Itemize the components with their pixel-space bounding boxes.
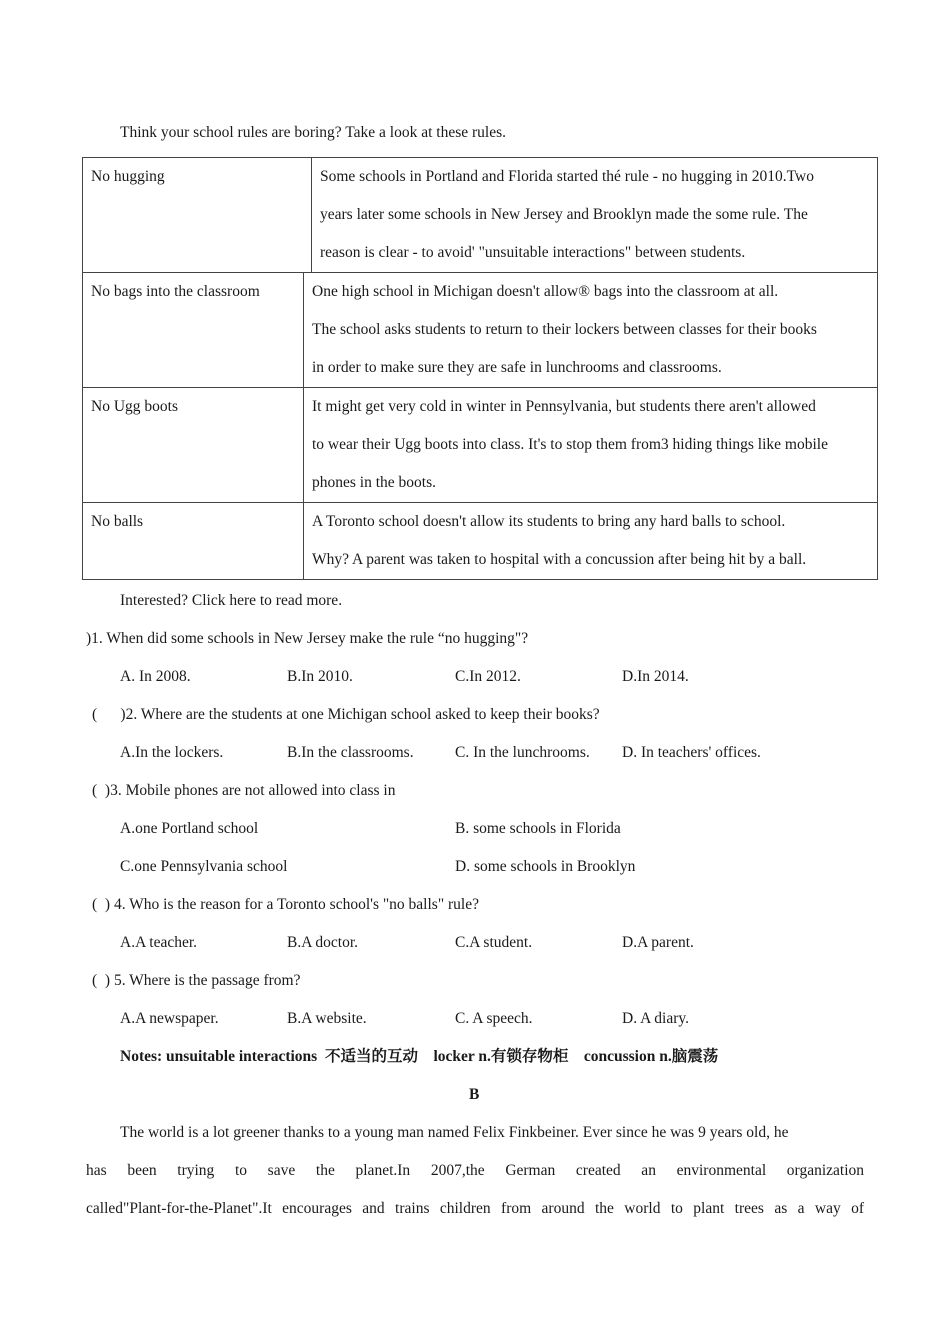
section-heading: B	[469, 1086, 480, 1103]
question-stem: ( )2. Where are the students at one Michigan school asked to keep their books?	[92, 706, 600, 723]
rule-line: It might get very cold in winter in Pennsylvania, but students there aren't allowed	[312, 398, 816, 415]
rule-line: Some schools in Portland and Florida started thé rule - no hugging in 2010.Two	[320, 168, 814, 185]
rule-line: One high school in Michigan doesn't allow® bags into the classroom at all.	[312, 283, 779, 300]
rule-description	[304, 503, 878, 580]
question-stem: ( ) 4. Who is the reason for a Toronto school's "no balls" rule?	[92, 896, 480, 913]
answer-option: C. In the lunchrooms.	[455, 744, 590, 761]
answer-option: A.one Portland school	[120, 820, 259, 837]
rule-line: reason is clear - to avoid' "unsuitable interactions" between students.	[320, 244, 746, 261]
vocabulary-notes: Notes: unsuitable interactions 不适当的互动 locker n.有锁存物柜 concussion n.脑震荡	[120, 1048, 719, 1065]
answer-option: B.In 2010.	[287, 668, 353, 685]
outro-text: Interested? Click here to read more.	[120, 592, 343, 609]
answer-option: A.In the lockers.	[120, 744, 224, 761]
answer-option: B.In the classrooms.	[287, 744, 414, 761]
rule-line: to wear their Ugg boots into class. It's to stop them from3 hiding things like mobile	[312, 436, 828, 453]
rule-description	[304, 388, 878, 503]
intro-text: Think your school rules are boring? Take a look at these rules.	[120, 124, 507, 141]
answer-option: D.In 2014.	[622, 668, 689, 685]
rule-description	[304, 273, 878, 388]
rule-line: Why? A parent was taken to hospital with a concussion after being hit by a ball.	[312, 551, 807, 568]
answer-option: B.A website.	[287, 1010, 367, 1027]
rule-row	[83, 388, 878, 503]
question-stem: ( )3. Mobile phones are not allowed into class in	[92, 782, 396, 799]
rule-name: No hugging	[83, 158, 312, 273]
rule-line: The school asks students to return to their lockers between classes for their books	[312, 321, 817, 338]
question-stem: )1. When did some schools in New Jersey make the rule “no hugging"?	[86, 630, 529, 647]
rule-name: No bags into the classroom	[83, 273, 304, 388]
answer-option: C.In 2012.	[455, 668, 521, 685]
rule-line: A Toronto school doesn't allow its students to bring any hard balls to school.	[312, 513, 786, 530]
rule-description	[312, 158, 878, 273]
rule-name: No Ugg boots	[83, 388, 304, 503]
rules-table	[82, 157, 878, 273]
rule-row	[83, 158, 878, 273]
rule-line: years later some schools in New Jersey and Brooklyn made the some rule. The	[320, 206, 808, 223]
answer-option: B. some schools in Florida	[455, 820, 621, 837]
answer-option: C.A student.	[455, 934, 533, 951]
answer-option: D. In teachers' offices.	[622, 744, 761, 761]
answer-option: A.A newspaper.	[120, 1010, 219, 1027]
answer-option: D. some schools in Brooklyn	[455, 858, 636, 875]
rule-line: in order to make sure they are safe in lunchrooms and classrooms.	[312, 359, 722, 376]
answer-option: A. In 2008.	[120, 668, 191, 685]
rule-row	[83, 273, 878, 388]
answer-option: B.A doctor.	[287, 934, 359, 951]
answer-option: C.one Pennsylvania school	[120, 858, 288, 875]
answer-option: D.A parent.	[622, 934, 694, 951]
answer-option: C. A speech.	[455, 1010, 533, 1027]
rules-table-lower	[82, 272, 878, 580]
passage-line: has been trying to save the planet.In 2007,the German created an environmental organization	[86, 1162, 864, 1179]
passage-line: called"Plant-for-the-Planet".It encourages and trains children from around the world to plant trees as a way of	[86, 1200, 864, 1217]
rule-row	[83, 503, 878, 580]
passage-line: The world is a lot greener thanks to a young man named Felix Finkbeiner. Ever since he was 9 years old, he	[120, 1124, 789, 1141]
answer-option: A.A teacher.	[120, 934, 198, 951]
question-stem: ( ) 5. Where is the passage from?	[92, 972, 301, 989]
rule-line: phones in the boots.	[312, 474, 436, 491]
answer-option: D. A diary.	[622, 1010, 690, 1027]
rule-name: No balls	[83, 503, 304, 580]
